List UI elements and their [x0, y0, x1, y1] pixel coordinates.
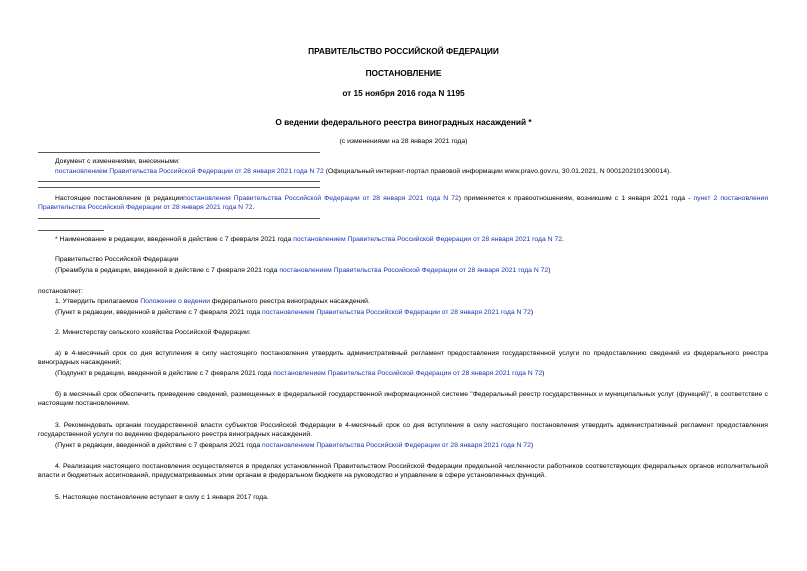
- amendment-link[interactable]: постановлением Правительства Российской Федерации от 28 января 2021 года N 72: [273, 370, 543, 377]
- divider: [38, 152, 320, 153]
- decrees-word: постановляет:: [38, 288, 83, 295]
- subparagraph-2a: а) в 4-месячный срок со дня вступления в силу настоящего постановления утвердить административный регламент предоставления государственной услуги по предоставлению сведений из федерального реестра виноградных насаждений;: [38, 350, 768, 367]
- amendment-link[interactable]: постановления Правительства Российской Федерации от 28 января 2021 года N 72: [38, 195, 769, 212]
- amendment-link[interactable]: постановлением Правительства Российской Федерации от 28 января 2021 года N 72: [279, 267, 549, 274]
- preamble: Правительство Российской Федерации: [55, 256, 179, 263]
- footnote-divider: [38, 230, 104, 231]
- revision-note: (с изменениями на 28 января 2021 года): [339, 138, 468, 145]
- applicability-paragraph: [38, 194, 768, 212]
- paragraph-2: 2. Министерству сельского хозяйства Российской Федерации:: [55, 329, 251, 336]
- amendment-link[interactable]: постановлением Правительства Российской Федерации от 28 января 2021 года N 72: [293, 236, 563, 243]
- document-type: ПОСТАНОВЛЕНИЕ: [365, 68, 442, 78]
- footnote: [38, 235, 768, 244]
- amendment-link[interactable]: постановлением Правительства Российской Федерации от 28 января 2021 года N 72: [262, 309, 531, 316]
- subparagraph-2b: б) в месячный срок обеспечить приведение сведений, размещенных в федеральной государственной информационной системе "Федеральный реестр государственных и муниципальных услуг (функций)", в соответствие с настоящим постановлением.: [38, 391, 768, 408]
- amendment-link[interactable]: постановления Правительства Российской Федерации от 28 января 2021 года N 72: [183, 195, 459, 202]
- footnote-text: .: [562, 236, 564, 243]
- document-title: О ведении федерального реестра виноградных насаждений *: [275, 117, 532, 127]
- note-text: (Преамбула в редакции, введенной в действие с 7 февраля 2021 года: [55, 267, 280, 274]
- applicability-text: Настоящее постановление (в редакции: [55, 195, 184, 202]
- paragraph-4: 4. Реализация настоящего постановления осуществляется в пределах установленной Правительством Российской Федерации предельной численности работников соответствующих федеральных органов исполнительной власти и бюджетных ассигнований, предусматриваемых этим органам в федеральном бюджете на руководство и управление в сфере установленных функций.: [38, 463, 768, 480]
- paragraph-5: 5. Настоящее постановление вступает в силу с 1 января 2017 года.: [55, 494, 269, 501]
- footnote-text: * Наименование в редакции, введенной в действие с 7 февраля 2021 года: [55, 236, 294, 243]
- divider: [38, 181, 320, 182]
- government-heading: ПРАВИТЕЛЬСТВО РОССИЙСКОЙ ФЕДЕРАЦИИ: [308, 46, 499, 56]
- divider: [38, 218, 320, 219]
- amendment-link[interactable]: постановлением Правительства Российской Федерации от 28 января 2021 года N 72: [262, 442, 531, 449]
- paragraph-text: федерального реестра виноградных насаждений.: [209, 298, 370, 305]
- changes-intro: Документ с изменениями, внесенными:: [55, 158, 180, 165]
- paragraph-text: 1. Утвердить прилагаемое: [55, 298, 141, 305]
- note-text: (Пункт в редакции, введенной в действие с 7 февраля 2021 года: [55, 309, 263, 316]
- note-text: ): [530, 309, 534, 316]
- paragraph-1-note: [38, 308, 768, 317]
- divider: [38, 187, 320, 188]
- point-2-link[interactable]: пункт 2: [693, 195, 718, 202]
- note-text: ): [548, 267, 551, 274]
- preamble-note: [38, 266, 768, 275]
- paragraph-3-note: [38, 441, 768, 450]
- regulation-link[interactable]: Положение о ведении: [140, 298, 210, 305]
- subparagraph-2a-note: [38, 369, 768, 378]
- changes-source-tail: (Официальный интернет-портал правовой информации www.pravo.gov.ru, 30.01.2021, N 0001202101300014).: [323, 168, 672, 175]
- document-date-number: от 15 ноября 2016 года N 1195: [342, 88, 465, 98]
- note-text: ): [530, 442, 534, 449]
- amendment-link[interactable]: постановлением Правительства Российской Федерации от 28 января 2021 года N 72: [55, 168, 324, 175]
- note-text: (Подпункт в редакции, введенной в действие с 7 февраля 2021 года: [55, 370, 274, 377]
- paragraph-3: 3. Рекомендовать органам государственной власти субъектов Российской Федерации в 4-месячный срок со дня вступления в силу настоящего постановления утвердить административный регламент предоставления государственной услуги по ведению федерального реестра виноградных насаждений.: [38, 422, 768, 439]
- note-text: (Пункт в редакции, введенной в действие с 7 февраля 2021 года: [55, 442, 263, 449]
- paragraph-1: [38, 297, 768, 306]
- applicability-text: .: [252, 204, 255, 212]
- note-text: ): [542, 370, 545, 377]
- applicability-text: ) применяется к правоотношениям, возникшим с 1 января 2021 года -: [458, 195, 694, 202]
- changes-source: [38, 167, 768, 176]
